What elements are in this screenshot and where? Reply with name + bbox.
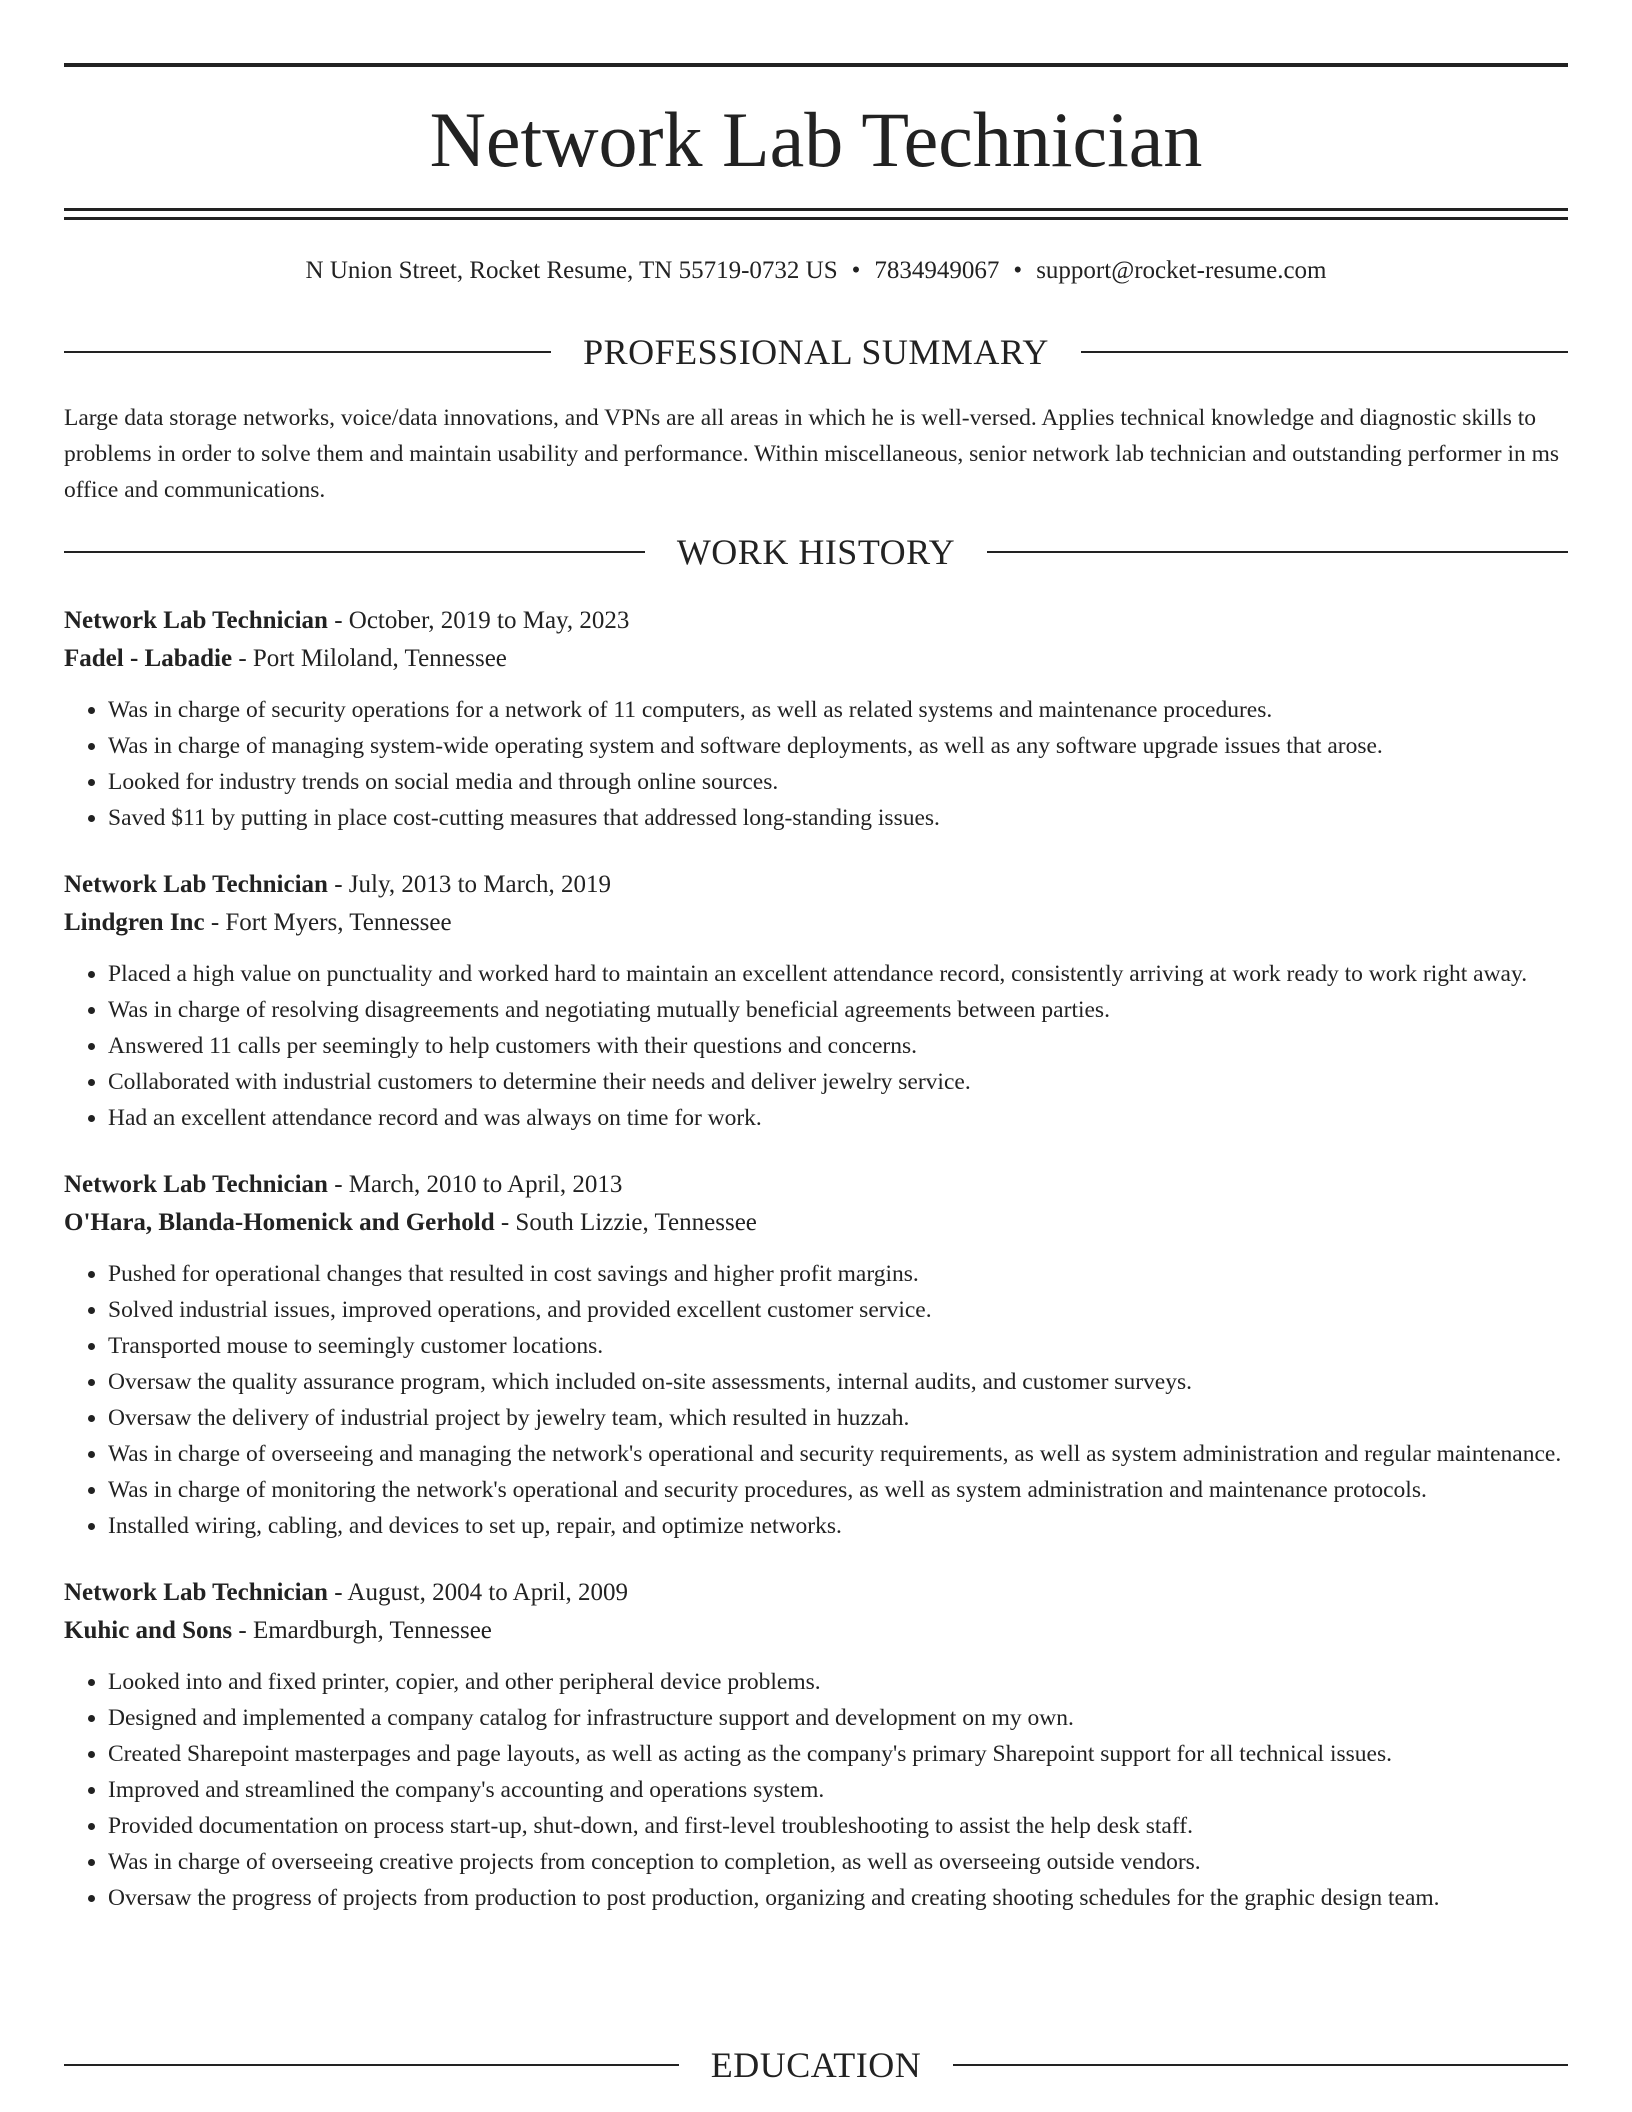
job-title-line xyxy=(64,866,1568,904)
job-bullet: • Answered 11 calls per seemingly to help customers with their questions and concerns. xyxy=(108,1028,1568,1064)
section-rule-right xyxy=(953,2064,1568,2066)
section-header-summary xyxy=(64,330,1568,374)
job-location: - Port Miloland, Tennessee xyxy=(232,645,507,672)
job-bullet: • Oversaw the progress of projects from production to post production, organizing and creating shooting schedules for the graphic design team. xyxy=(108,1880,1568,1916)
title-double-rule xyxy=(64,208,1568,220)
job-bullet: • Was in charge of resolving disagreements and negotiating mutually beneficial agreements between parties. xyxy=(108,992,1568,1028)
section-rule-right xyxy=(987,551,1568,553)
job-bullet: • Had an excellent attendance record and was always on time for work. xyxy=(108,1100,1568,1136)
job-bullet: • Provided documentation on process start-up, shut-down, and first-level troubleshooting to assist the help desk staff. xyxy=(108,1808,1568,1844)
job-bullet: • Placed a high value on punctuality and worked hard to maintain an excellent attendance record, consistently arriving at work ready to work right away. xyxy=(108,956,1568,992)
job-bullet: • Pushed for operational changes that resulted in cost savings and higher profit margins. xyxy=(108,1256,1568,1292)
summary-text: Large data storage networks, voice/data innovations, and VPNs are all areas in which he is well-versed. Applies technical knowledge and diagnostic skills to problems in order to solve them and maintain usability and performance. Within miscellaneous, senior network lab technician and outstanding performer in ms office and communications. xyxy=(64,405,1560,503)
job-bullet: • Saved $11 by putting in place cost-cutting measures that addressed long-standing issues. xyxy=(108,800,1568,836)
job-entry xyxy=(64,866,1568,1136)
job-bullet: • Transported mouse to seemingly customer locations. xyxy=(108,1328,1568,1364)
job-company-line xyxy=(64,1612,1568,1650)
job-entry xyxy=(64,1574,1568,1916)
job-bullets xyxy=(64,1664,1568,1916)
job-bullet: • Looked into and fixed printer, copier, and other peripheral device problems. xyxy=(108,1664,1568,1700)
top-rule xyxy=(64,63,1568,67)
contact-email: support@rocket-resume.com xyxy=(1036,257,1327,284)
job-dates: - August, 2004 to April, 2009 xyxy=(327,1579,628,1606)
job-entry xyxy=(64,602,1568,836)
job-bullet: • Oversaw the delivery of industrial project by jewelry team, which resulted in huzzah. xyxy=(108,1400,1568,1436)
job-location: - Emardburgh, Tennessee xyxy=(232,1617,492,1644)
job-bullet: • Created Sharepoint masterpages and page layouts, as well as acting as the company's primary Sharepoint support for all technical issues. xyxy=(108,1736,1568,1772)
section-rule-left xyxy=(64,351,551,353)
contact-phone: 7834949067 xyxy=(874,257,1000,284)
contact-line xyxy=(64,254,1568,288)
job-entry xyxy=(64,1166,1568,1544)
job-dates: - July, 2013 to March, 2019 xyxy=(327,871,612,898)
contact-separator: • xyxy=(851,257,861,284)
job-title: Network Lab Technician xyxy=(64,871,328,898)
job-bullet: • Oversaw the quality assurance program, which included on-site assessments, internal audits, and customer surveys. xyxy=(108,1364,1568,1400)
job-title-line xyxy=(64,1574,1568,1612)
job-company-line xyxy=(64,640,1568,678)
page-title: Network Lab Technician xyxy=(429,96,1203,183)
job-bullet: • Looked for industry trends on social media and through online sources. xyxy=(108,764,1568,800)
job-bullet: • Was in charge of monitoring the network's operational and security procedures, as well as system administration and maintenance protocols. xyxy=(108,1472,1568,1508)
job-bullet: • Collaborated with industrial customers to determine their needs and deliver jewelry service. xyxy=(108,1064,1568,1100)
job-company: Lindgren Inc xyxy=(64,909,205,936)
section-header-education xyxy=(64,2043,1568,2087)
job-company: Kuhic and Sons xyxy=(64,1617,233,1644)
job-bullets xyxy=(64,692,1568,836)
section-title-education: EDUCATION xyxy=(710,2045,922,2085)
job-dates: - October, 2019 to May, 2023 xyxy=(327,607,630,634)
job-title: Network Lab Technician xyxy=(64,1579,328,1606)
job-title-line xyxy=(64,1166,1568,1204)
job-bullet: • Designed and implemented a company catalog for infrastructure support and development on my own. xyxy=(108,1700,1568,1736)
job-bullets xyxy=(64,1256,1568,1544)
job-company-line xyxy=(64,904,1568,942)
job-location: - South Lizzie, Tennessee xyxy=(494,1209,757,1236)
job-company: Fadel - Labadie xyxy=(64,645,233,672)
job-bullet: • Was in charge of overseeing creative projects from conception to completion, as well as overseeing outside vendors. xyxy=(108,1844,1568,1880)
job-bullet: • Installed wiring, cabling, and devices to set up, repair, and optimize networks. xyxy=(108,1508,1568,1544)
job-title: Network Lab Technician xyxy=(64,1171,328,1198)
job-bullets xyxy=(64,956,1568,1136)
section-title-work-history: WORK HISTORY xyxy=(676,532,956,572)
job-bullet: • Improved and streamlined the company's accounting and operations system. xyxy=(108,1772,1568,1808)
job-dates: - March, 2010 to April, 2013 xyxy=(327,1171,623,1198)
job-bullet: • Was in charge of managing system-wide operating system and software deployments, as well as any software upgrade issues that arose. xyxy=(108,728,1568,764)
job-bullet: • Was in charge of overseeing and managing the network's operational and security requirements, as well as system administration and regular maintenance. xyxy=(108,1436,1568,1472)
section-rule-left xyxy=(64,551,645,553)
contact-address: N Union Street, Rocket Resume, TN 55719-0732 US xyxy=(305,257,838,284)
section-title-summary: PROFESSIONAL SUMMARY xyxy=(583,332,1049,372)
work-history-list xyxy=(64,602,1568,1946)
contact-separator: • xyxy=(1013,257,1023,284)
job-title: Network Lab Technician xyxy=(64,607,328,634)
job-title-line xyxy=(64,602,1568,640)
job-location: - Fort Myers, Tennessee xyxy=(204,909,452,936)
section-header-work-history xyxy=(64,530,1568,574)
section-rule-right xyxy=(1081,351,1568,353)
section-rule-left xyxy=(64,2064,679,2066)
job-company-line xyxy=(64,1204,1568,1242)
job-company: O'Hara, Blanda-Homenick and Gerhold xyxy=(64,1209,495,1236)
job-bullet: • Was in charge of security operations for a network of 11 computers, as well as related systems and maintenance procedures. xyxy=(108,692,1568,728)
job-bullet: • Solved industrial issues, improved operations, and provided excellent customer service. xyxy=(108,1292,1568,1328)
